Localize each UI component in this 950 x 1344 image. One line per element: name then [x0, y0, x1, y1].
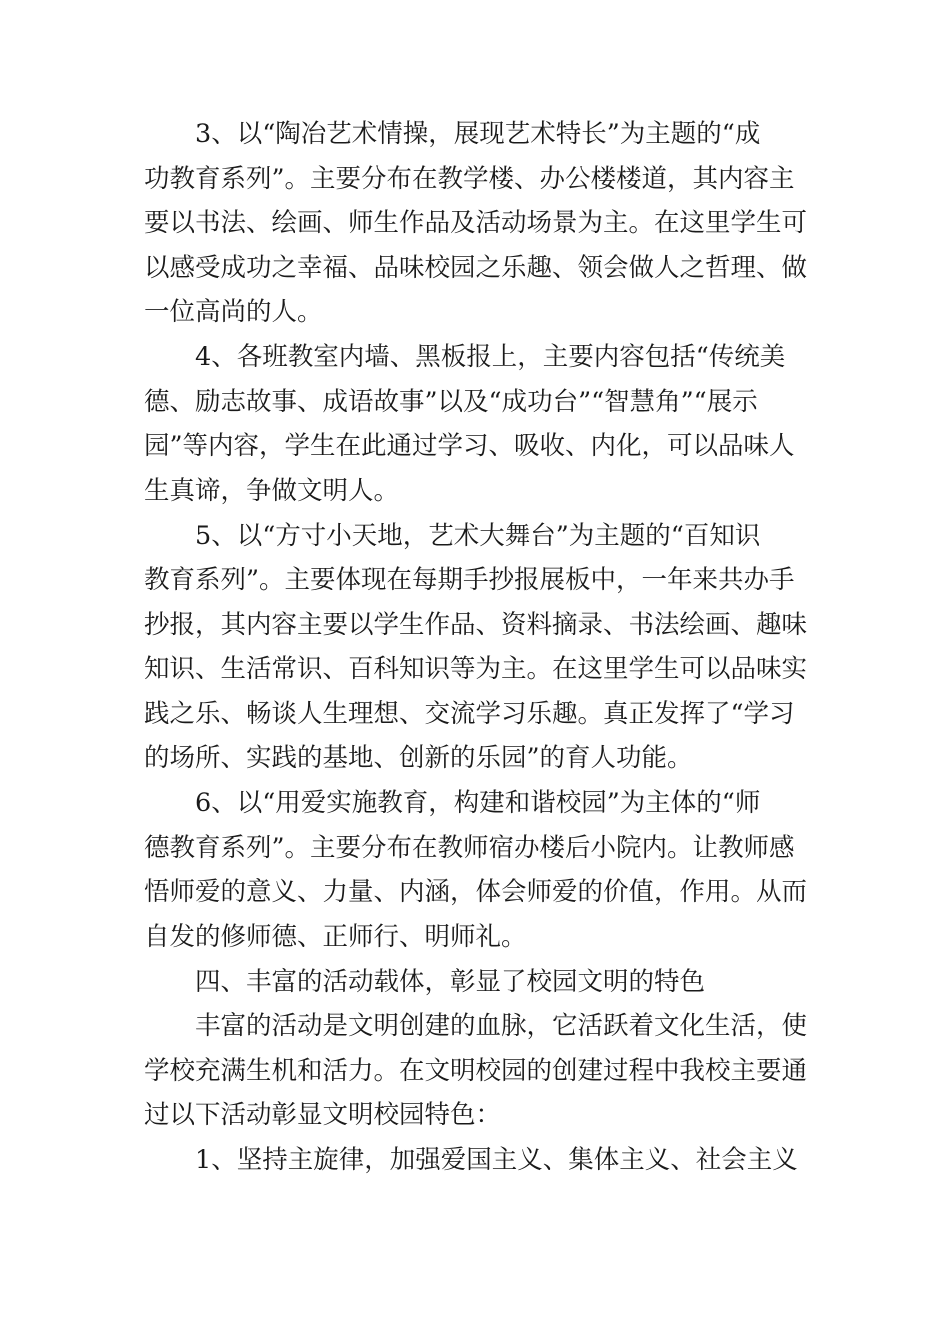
text-line: 德教育系列”。主要分布在教师宿办楼后小院内。让教师感	[144, 833, 795, 863]
text-line: 过以下活动彰显文明校园特色：	[144, 1100, 502, 1130]
text-line: 生真谛，争做文明人。	[144, 476, 400, 506]
text-line: 3、以“陶冶艺术情操，展现艺术特长”为主题的“成	[195, 119, 761, 149]
text-line: 德、励志故事、成语故事”以及“成功台”“智慧角”“展示	[144, 387, 758, 417]
text-line: 践之乐、畅谈人生理想、交流学习乐趣。真正发挥了“学习	[144, 699, 795, 729]
text-line: 一位高尚的人。	[144, 297, 323, 327]
text-line: 以感受成功之幸福、品味校园之乐趣、领会做人之哲理、做	[144, 253, 808, 283]
text-line: 丰富的活动是文明创建的血脉，它活跃着文化生活，使	[195, 1011, 808, 1041]
text-line: 学校充满生机和活力。在文明校园的创建过程中我校主要通	[144, 1056, 808, 1086]
section-heading: 四、丰富的活动载体，彰显了校园文明的特色	[195, 967, 706, 997]
text-line: 1、坚持主旋律，加强爱国主义、集体主义、社会主义	[195, 1145, 798, 1175]
text-line: 自发的修师德、正师行、明师礼。	[144, 922, 527, 952]
text-line: 抄报，其内容主要以学生作品、资料摘录、书法绘画、趣味	[144, 610, 808, 640]
text-line: 知识、生活常识、百科知识等为主。在这里学生可以品味实	[144, 654, 808, 684]
text-line: 6、以“用爱实施教育，构建和谐校园”为主体的“师	[195, 788, 761, 818]
text-line: 5、以“方寸小天地，艺术大舞台”为主题的“百知识	[195, 521, 761, 551]
text-line: 功教育系列”。主要分布在教学楼、办公楼楼道，其内容主	[144, 164, 795, 194]
text-line: 4、各班教室内墙、黑板报上，主要内容包括“传统美	[195, 342, 786, 372]
text-line: 要以书法、绘画、师生作品及活动场景为主。在这里学生可	[144, 208, 808, 238]
text-line: 园”等内容，学生在此通过学习、吸收、内化，可以品味人	[144, 431, 795, 461]
text-line: 的场所、实践的基地、创新的乐园”的育人功能。	[144, 743, 693, 773]
text-line: 悟师爱的意义、力量、内涵，体会师爱的价值，作用。从而	[144, 877, 808, 907]
text-line: 教育系列”。主要体现在每期手抄报展板中，一年来共办手	[144, 565, 795, 595]
